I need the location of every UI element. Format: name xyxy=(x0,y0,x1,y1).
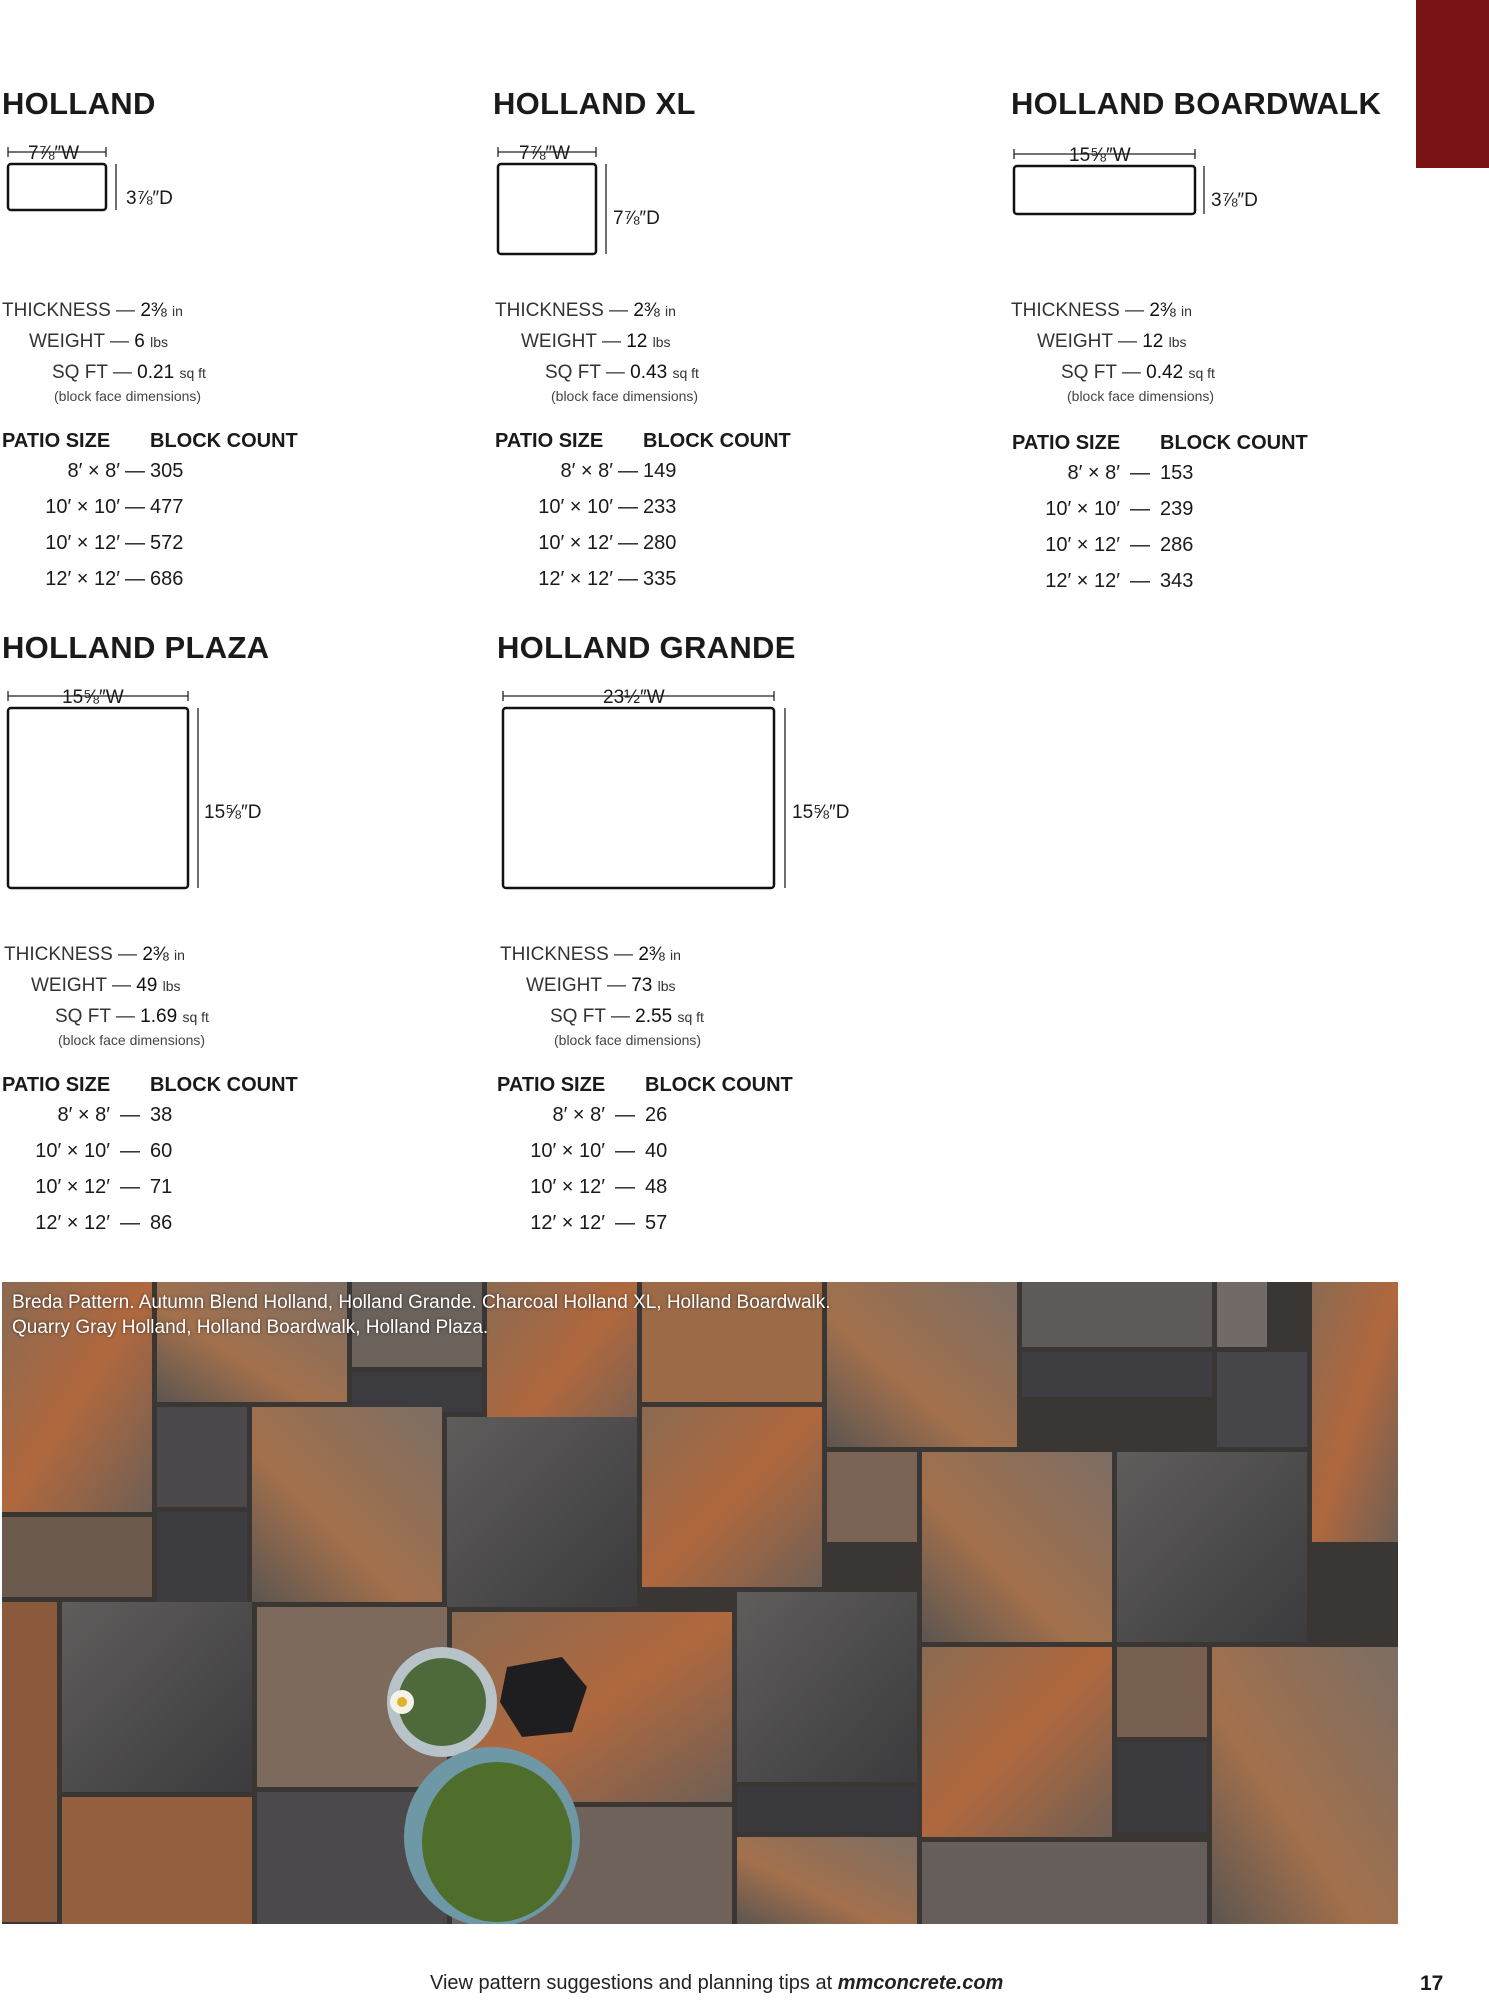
size-cell: 12′ × 12′ xyxy=(530,1212,605,1234)
count-cell: 57 xyxy=(645,1212,668,1234)
count-cell: 239 xyxy=(1160,498,1194,520)
unit: in xyxy=(665,303,676,319)
caption-line-1: Breda Pattern. Autumn Blend Holland, Holland Grande. Charcoal Holland XL, Holland Boardwalk. xyxy=(12,1292,831,1313)
dash: — xyxy=(120,1104,140,1126)
count-cell: 38 xyxy=(150,1104,173,1126)
table-row xyxy=(2,1104,172,1127)
dash: — xyxy=(610,1006,630,1027)
size-cell: 10′ × 12′ xyxy=(538,532,613,554)
dimension-note: (block face dimensions) xyxy=(1067,388,1215,404)
dash: — xyxy=(609,300,629,321)
count-cell: 86 xyxy=(150,1212,173,1234)
patio-size-header: PATIO SIZE xyxy=(495,430,604,452)
size-cell: 12′ × 12′ xyxy=(1045,570,1120,592)
table-row xyxy=(497,1104,667,1127)
dash: — xyxy=(614,944,634,965)
table-row xyxy=(2,1176,172,1199)
size-cell: 10′ × 10′ xyxy=(45,496,120,518)
product-title: HOLLAND PLAZA xyxy=(2,630,270,665)
unit: lbs xyxy=(1168,334,1187,350)
product-holland xyxy=(2,86,462,606)
dash: — xyxy=(125,532,145,554)
block-count-header: BLOCK COUNT xyxy=(150,430,298,452)
footer-message: View pattern suggestions and planning tips at xyxy=(430,1972,833,1994)
count-cell: 233 xyxy=(643,496,677,518)
table-row xyxy=(2,568,183,591)
sqft-label: SQ FT xyxy=(55,1006,111,1027)
block-count-header: BLOCK COUNT xyxy=(150,1074,298,1096)
dash: — xyxy=(605,362,625,383)
count-cell: 71 xyxy=(150,1176,173,1198)
dash: — xyxy=(601,331,621,352)
dash: — xyxy=(615,1176,635,1198)
dash: — xyxy=(125,460,145,482)
product-holland-xl xyxy=(493,86,953,606)
product-title: HOLLAND XL xyxy=(493,86,696,121)
dimension-note: (block face dimensions) xyxy=(554,1032,702,1048)
dash: — xyxy=(120,1212,140,1234)
dimension-note: (block face dimensions) xyxy=(551,388,699,404)
count-cell: 40 xyxy=(645,1140,668,1162)
weight-value: 73 xyxy=(631,975,653,996)
sqft-label: SQ FT xyxy=(550,1006,606,1027)
thickness-value: 2⅜ xyxy=(1149,300,1176,321)
size-cell: 8′ × 8′ xyxy=(560,460,613,482)
size-cell: 8′ × 8′ xyxy=(67,460,120,482)
unit: lbs xyxy=(162,978,181,994)
unit: in xyxy=(1181,303,1192,319)
table-row xyxy=(497,1212,667,1235)
dimension-note: (block face dimensions) xyxy=(54,388,202,404)
dash: — xyxy=(125,496,145,518)
patio-size-header: PATIO SIZE xyxy=(1012,432,1121,454)
depth-label: 3⅞″D xyxy=(1211,190,1258,211)
product-holland-grande xyxy=(497,630,957,1250)
count-cell: 48 xyxy=(645,1176,668,1198)
caption-line-2: Quarry Gray Holland, Holland Boardwalk, Holland Plaza. xyxy=(12,1317,489,1338)
size-cell: 12′ × 12′ xyxy=(35,1212,110,1234)
unit: sq ft xyxy=(1188,365,1215,381)
dash: — xyxy=(1130,534,1150,556)
size-cell: 10′ × 10′ xyxy=(1045,498,1120,520)
sqft-label: SQ FT xyxy=(1061,362,1117,383)
count-cell: 477 xyxy=(150,496,184,518)
unit: sq ft xyxy=(182,1009,209,1025)
dash: — xyxy=(109,331,129,352)
dash: — xyxy=(615,1140,635,1162)
dash: — xyxy=(125,568,145,590)
table-row xyxy=(495,496,676,519)
block-count-header: BLOCK COUNT xyxy=(643,430,791,452)
unit: in xyxy=(174,947,185,963)
dash: — xyxy=(615,1104,635,1126)
product-holland-plaza xyxy=(2,630,462,1250)
table-row xyxy=(2,1212,172,1235)
block-diagram xyxy=(497,688,797,918)
product-holland-boardwalk xyxy=(1011,86,1411,606)
sqft-value: 0.42 xyxy=(1146,362,1184,383)
size-cell: 10′ × 10′ xyxy=(538,496,613,518)
thickness-label: THICKNESS xyxy=(4,944,113,965)
product-title: HOLLAND BOARDWALK xyxy=(1011,86,1382,121)
count-cell: 149 xyxy=(643,460,677,482)
weight-value: 12 xyxy=(1142,331,1164,352)
thickness-value: 2⅜ xyxy=(142,944,169,965)
count-cell: 335 xyxy=(643,568,677,590)
sqft-value: 0.43 xyxy=(630,362,668,383)
thickness-label: THICKNESS xyxy=(1011,300,1120,321)
table-row xyxy=(2,496,183,519)
table-row xyxy=(495,568,676,591)
paver-pattern-image xyxy=(2,1282,1398,1924)
dash: — xyxy=(1130,498,1150,520)
patio-size-header: PATIO SIZE xyxy=(2,430,111,452)
dash: — xyxy=(116,300,136,321)
paver-patio-photo xyxy=(2,1282,1398,1924)
unit: lbs xyxy=(652,334,671,350)
width-label: 15⅝″W xyxy=(1069,145,1131,166)
table-row xyxy=(1012,534,1193,557)
size-cell: 10′ × 10′ xyxy=(35,1140,110,1162)
weight-label: WEIGHT xyxy=(29,331,105,352)
table-row xyxy=(2,460,183,483)
table-row xyxy=(1012,462,1193,485)
dash: — xyxy=(111,975,131,996)
size-cell: 10′ × 12′ xyxy=(1045,534,1120,556)
unit: lbs xyxy=(150,334,168,350)
dash: — xyxy=(120,1140,140,1162)
count-cell: 26 xyxy=(645,1104,668,1126)
thickness-label: THICKNESS xyxy=(500,944,609,965)
dash: — xyxy=(1117,331,1137,352)
dash: — xyxy=(618,460,638,482)
block-count-header: BLOCK COUNT xyxy=(1160,432,1308,454)
depth-label: 7⅞″D xyxy=(613,208,660,229)
unit: sq ft xyxy=(672,365,699,381)
thickness-value: 2⅜ xyxy=(633,300,660,321)
sqft-value: 0.21 xyxy=(137,362,175,383)
thickness-value: 2⅜ xyxy=(140,300,167,321)
dash: — xyxy=(1121,362,1141,383)
table-row xyxy=(2,1140,172,1163)
weight-label: WEIGHT xyxy=(1037,331,1113,352)
weight-label: WEIGHT xyxy=(521,331,597,352)
product-title: HOLLAND GRANDE xyxy=(497,630,796,665)
size-cell: 8′ × 8′ xyxy=(1067,462,1120,484)
dash: — xyxy=(1130,462,1150,484)
count-cell: 343 xyxy=(1160,570,1194,592)
table-row xyxy=(495,460,676,483)
table-row xyxy=(497,1140,667,1163)
weight-label: WEIGHT xyxy=(526,975,602,996)
size-cell: 10′ × 12′ xyxy=(45,532,120,554)
width-label: 15⅝″W xyxy=(62,687,124,708)
size-cell: 8′ × 8′ xyxy=(57,1104,110,1126)
photo-caption xyxy=(12,1290,831,1340)
sqft-label: SQ FT xyxy=(545,362,601,383)
thickness-label: THICKNESS xyxy=(2,300,111,321)
patio-size-header: PATIO SIZE xyxy=(2,1074,111,1096)
block-diagram xyxy=(2,688,212,918)
depth-label: 3⅞″D xyxy=(126,188,173,209)
size-cell: 8′ × 8′ xyxy=(552,1104,605,1126)
dash: — xyxy=(1125,300,1145,321)
table-row xyxy=(495,532,676,555)
count-cell: 572 xyxy=(150,532,184,554)
count-cell: 305 xyxy=(150,460,184,482)
page-number: 17 xyxy=(1420,1972,1444,1995)
unit: lbs xyxy=(657,978,676,994)
table-row xyxy=(497,1176,667,1199)
size-cell: 12′ × 12′ xyxy=(538,568,613,590)
unit: sq ft xyxy=(677,1009,704,1025)
size-cell: 10′ × 12′ xyxy=(530,1176,605,1198)
table-row xyxy=(2,532,183,555)
table-row xyxy=(1012,498,1193,521)
sqft-label: SQ FT xyxy=(52,362,108,383)
dimension-note: (block face dimensions) xyxy=(58,1032,206,1048)
dash: — xyxy=(1130,570,1150,592)
unit: in xyxy=(670,947,681,963)
dash: — xyxy=(112,362,132,383)
website-link[interactable]: mmconcrete.com xyxy=(837,1972,1004,1994)
dash: — xyxy=(618,568,638,590)
thickness-value: 2⅜ xyxy=(638,944,665,965)
footer-text xyxy=(430,1972,1003,1995)
unit: sq ft xyxy=(179,365,206,381)
block-count-header: BLOCK COUNT xyxy=(645,1074,793,1096)
section-tab xyxy=(1416,0,1489,168)
dash: — xyxy=(115,1006,135,1027)
size-cell: 10′ × 10′ xyxy=(530,1140,605,1162)
dash: — xyxy=(606,975,626,996)
unit: in xyxy=(172,303,183,319)
sqft-value: 2.55 xyxy=(635,1006,673,1027)
dash: — xyxy=(120,1176,140,1198)
size-cell: 10′ × 12′ xyxy=(35,1176,110,1198)
width-label: 7⅞″W xyxy=(519,143,571,164)
table-row xyxy=(1012,570,1193,593)
width-label: 7⅞″W xyxy=(28,143,80,164)
dash: — xyxy=(618,496,638,518)
depth-label: 15⅝″D xyxy=(792,802,850,823)
count-cell: 280 xyxy=(643,532,677,554)
size-cell: 12′ × 12′ xyxy=(45,568,120,590)
dash: — xyxy=(615,1212,635,1234)
patio-size-header: PATIO SIZE xyxy=(497,1074,606,1096)
dash: — xyxy=(618,532,638,554)
weight-label: WEIGHT xyxy=(31,975,107,996)
thickness-label: THICKNESS xyxy=(495,300,604,321)
weight-value: 6 xyxy=(134,331,145,352)
weight-value: 12 xyxy=(626,331,648,352)
depth-label: 15⅝″D xyxy=(204,802,262,823)
count-cell: 286 xyxy=(1160,534,1194,556)
count-cell: 60 xyxy=(150,1140,173,1162)
weight-value: 49 xyxy=(136,975,158,996)
count-cell: 686 xyxy=(150,568,184,590)
width-label: 23½″W xyxy=(603,687,665,708)
product-title: HOLLAND xyxy=(2,86,156,121)
sqft-value: 1.69 xyxy=(140,1006,178,1027)
dash: — xyxy=(118,944,138,965)
count-cell: 153 xyxy=(1160,462,1194,484)
